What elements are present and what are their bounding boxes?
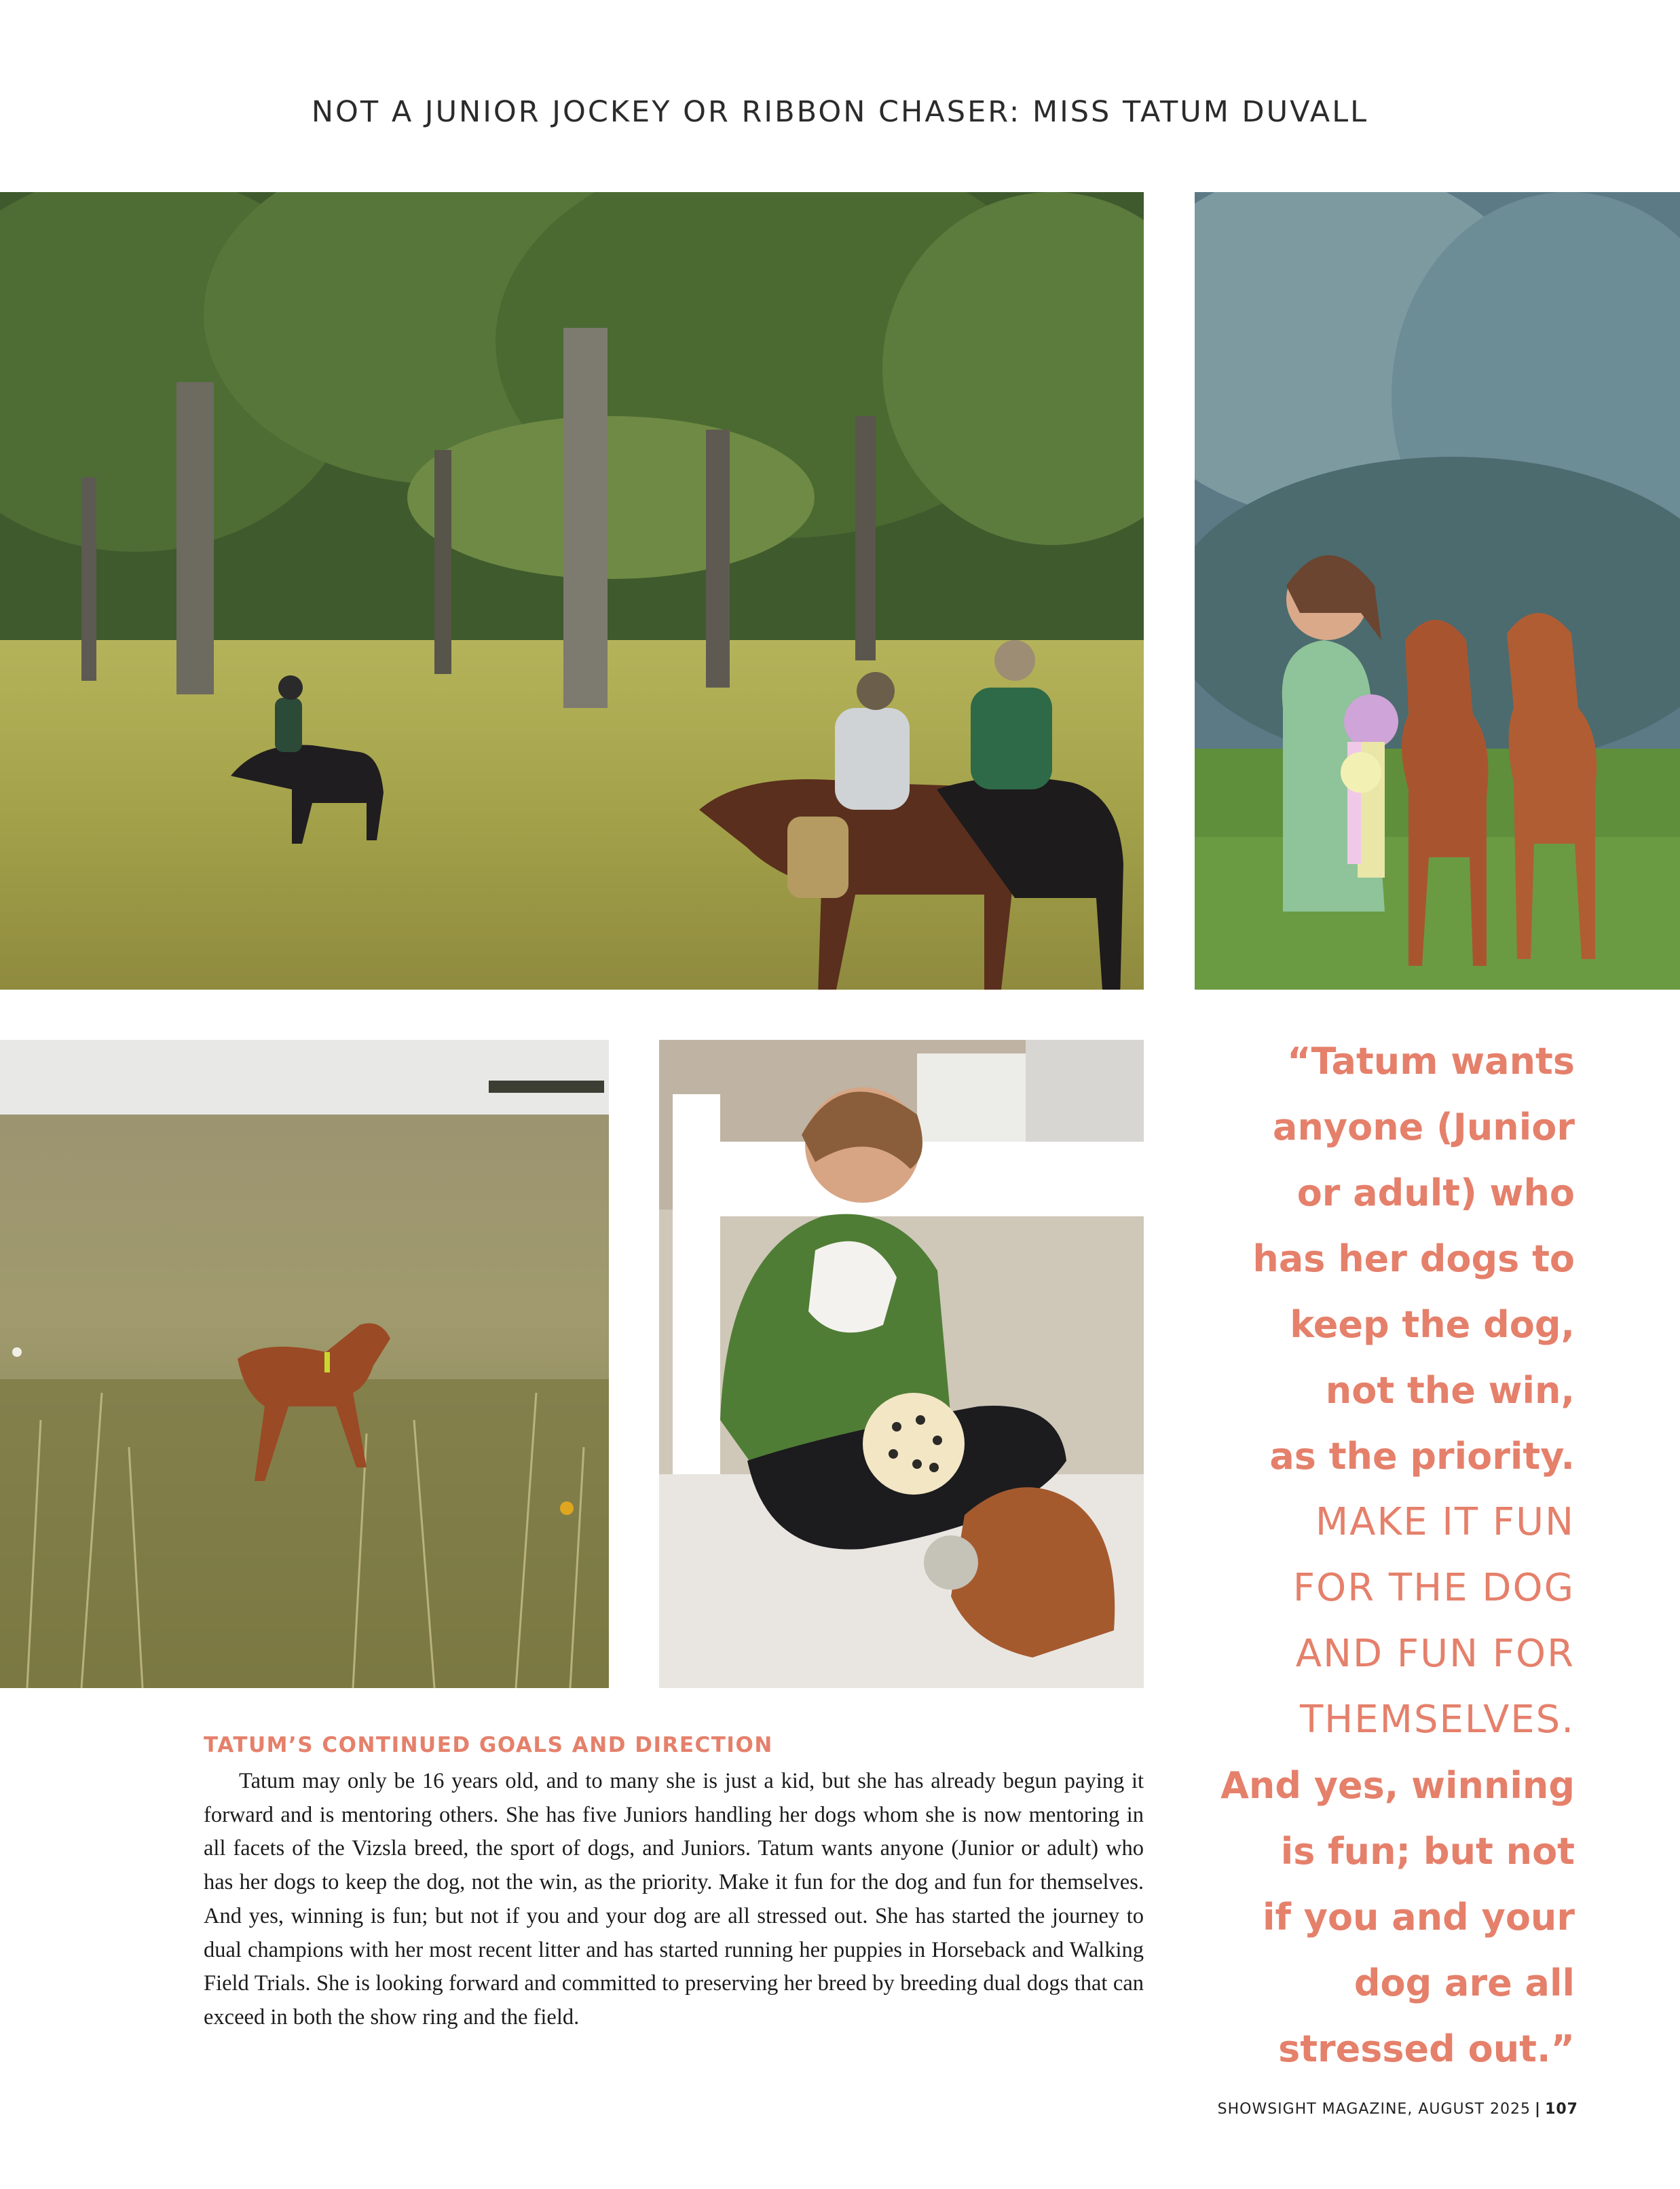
pull-quote-line: or adult) who <box>1296 1172 1575 1214</box>
pull-quote-line: anyone (Junior <box>1273 1106 1575 1148</box>
pull-quote-line: And yes, winning <box>1220 1764 1575 1807</box>
footer-separator: | <box>1535 2101 1542 2118</box>
pull-quote-caps-line: THEMSELVES. <box>1299 1698 1575 1742</box>
photo-girl-with-vizslas <box>1195 192 1680 990</box>
page-footer <box>1218 2101 1578 2118</box>
article-paragraph: Tatum may only be 16 years old, and to many she is just a kid, but she has already begun paying it forward and is mentoring others. She has five Juniors handling her dogs whom she is now mentoring in all facets of the Vizsla breed, the sport of dogs, and Juniors. Tatum wants anyone (Junior or adult) who has her dogs to keep the dog, not the win, as the priority. Make it fun for the dog and fun for themselves. And yes, winning is fun; but not if you and your dog are all stressed out. She has started the journey to dual champions with her most recent litter and has started running her puppies in Horseback and Walking Field Trials. She is looking forward and committed to preserving her breed by breeding dual dogs that can exceed in both the show ring and the field. <box>204 1769 1144 2029</box>
pull-quote-line: if you and your <box>1262 1896 1575 1939</box>
pull-quote-line: not the win, <box>1325 1369 1575 1412</box>
pull-quote-line: keep the dog, <box>1290 1303 1575 1346</box>
footer-magazine-name: SHOWSIGHT MAGAZINE, AUGUST 2025 <box>1217 2101 1531 2118</box>
photo-vizsla-in-field <box>0 1040 609 1688</box>
pull-quote-caps-line: FOR THE DOG <box>1292 1566 1575 1610</box>
pull-quote-line: has her dogs to <box>1252 1237 1575 1280</box>
pull-quote-line: as the priority. <box>1269 1435 1575 1478</box>
pull-quote-line: stressed out.” <box>1278 2027 1575 2070</box>
section-heading: TATUM’S CONTINUED GOALS AND DIRECTION <box>204 1733 773 1757</box>
photo-girl-holding-puppy <box>659 1040 1144 1688</box>
pull-quote-line: “Tatum wants <box>1287 1040 1575 1083</box>
page-number: 107 <box>1545 2101 1578 2118</box>
page-header-title: NOT A JUNIOR JOCKEY OR RIBBON CHASER: MISS TATUM DUVALL <box>311 95 1369 129</box>
pull-quote-caps-line: MAKE IT FUN <box>1315 1500 1575 1544</box>
photo-horseback-riders <box>0 192 1144 990</box>
pull-quote-line: dog are all <box>1354 1962 1575 2004</box>
pull-quote <box>1201 1028 1575 2082</box>
pull-quote-caps-line: AND FUN FOR <box>1295 1632 1575 1676</box>
pull-quote-line: is fun; but not <box>1280 1830 1575 1873</box>
